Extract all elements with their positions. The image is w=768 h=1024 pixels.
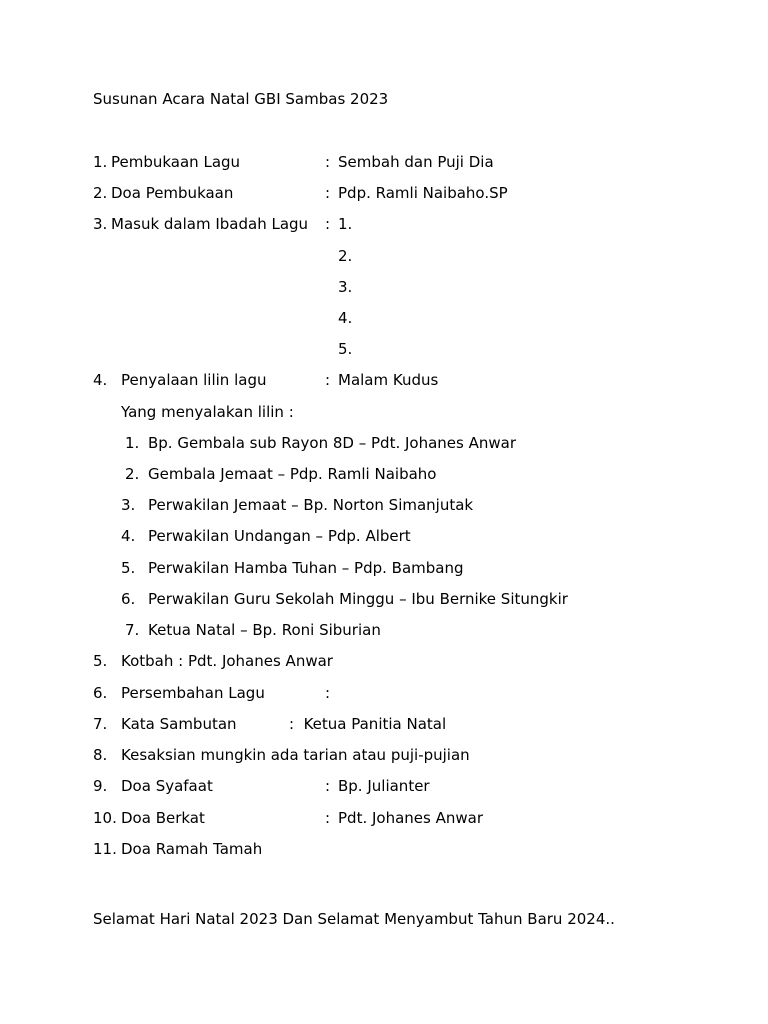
- item-2-number: 2.: [93, 184, 108, 202]
- item-2-colon: :: [325, 184, 331, 202]
- item-3-colon: :: [325, 215, 331, 233]
- item-8-text: Kesaksian mungkin ada tarian atau puji-pujian: [121, 746, 470, 764]
- candle-lighter-number: 1.: [125, 434, 140, 452]
- item-9-number: 9.: [93, 777, 108, 795]
- item-6-label: Persembahan Lagu: [121, 684, 265, 702]
- document-title: Susunan Acara Natal GBI Sambas 2023: [93, 90, 389, 108]
- item-1-label: Pembukaan Lagu: [111, 153, 241, 171]
- candle-lighter-number: 7.: [125, 621, 140, 639]
- candle-lighter-text: Perwakilan Guru Sekolah Minggu – Ibu Bernike Situngkir: [148, 590, 568, 608]
- item-11-label: Doa Ramah Tamah: [121, 840, 263, 858]
- song-slot: 2.: [338, 247, 353, 265]
- item-3-number: 3.: [93, 215, 108, 233]
- candle-lighter-number: 5.: [121, 559, 136, 577]
- candle-heading: Yang menyalakan lilin :: [121, 403, 294, 421]
- candle-lighter-text: Gembala Jemaat – Pdp. Ramli Naibaho: [148, 465, 437, 483]
- item-1-number: 1.: [93, 153, 108, 171]
- item-6-colon: :: [325, 684, 331, 702]
- item-1-value: Sembah dan Puji Dia: [338, 153, 494, 171]
- item-4-colon: :: [325, 371, 331, 389]
- candle-lighter-text: Ketua Natal – Bp. Roni Siburian: [148, 621, 381, 639]
- item-5-text: Kotbah : Pdt. Johanes Anwar: [121, 652, 333, 670]
- item-9-colon: :: [325, 777, 331, 795]
- song-slot: 4.: [338, 309, 353, 327]
- item-5-number: 5.: [93, 652, 108, 670]
- item-6-number: 6.: [93, 684, 108, 702]
- candle-lighter-number: 6.: [121, 590, 136, 608]
- item-9-value: Bp. Julianter: [338, 777, 430, 795]
- item-9-label: Doa Syafaat: [121, 777, 213, 795]
- item-10-label: Doa Berkat: [121, 809, 205, 827]
- closing-greeting: Selamat Hari Natal 2023 Dan Selamat Menyambut Tahun Baru 2024..: [93, 910, 615, 928]
- candle-lighter-text: Bp. Gembala sub Rayon 8D – Pdt. Johanes Anwar: [148, 434, 517, 452]
- item-11-number: 11.: [93, 840, 117, 858]
- item-7-text: Kata Sambutan : Ketua Panitia Natal: [121, 715, 447, 733]
- item-2-value: Pdp. Ramli Naibaho.SP: [338, 184, 508, 202]
- candle-lighter-text: Perwakilan Jemaat – Bp. Norton Simanjutak: [148, 496, 474, 514]
- item-4-label: Penyalaan lilin lagu: [121, 371, 267, 389]
- candle-lighter-number: 3.: [121, 496, 136, 514]
- item-2-label: Doa Pembukaan: [111, 184, 234, 202]
- item-8-number: 8.: [93, 746, 108, 764]
- candle-lighter-number: 2.: [125, 465, 140, 483]
- item-4-number: 4.: [93, 371, 108, 389]
- item-10-colon: :: [325, 809, 331, 827]
- item-10-value: Pdt. Johanes Anwar: [338, 809, 483, 827]
- song-slot: 3.: [338, 278, 353, 296]
- song-slot: 5.: [338, 340, 353, 358]
- candle-lighter-number: 4.: [121, 527, 136, 545]
- candle-lighter-text: Perwakilan Hamba Tuhan – Pdp. Bambang: [148, 559, 464, 577]
- item-3-label: Masuk dalam Ibadah Lagu: [111, 215, 309, 233]
- item-4-value: Malam Kudus: [338, 371, 439, 389]
- item-3-value: 1.: [338, 215, 353, 233]
- item-10-number: 10.: [93, 809, 117, 827]
- item-7-number: 7.: [93, 715, 108, 733]
- candle-lighter-text: Perwakilan Undangan – Pdp. Albert: [148, 527, 411, 545]
- item-1-colon: :: [325, 153, 331, 171]
